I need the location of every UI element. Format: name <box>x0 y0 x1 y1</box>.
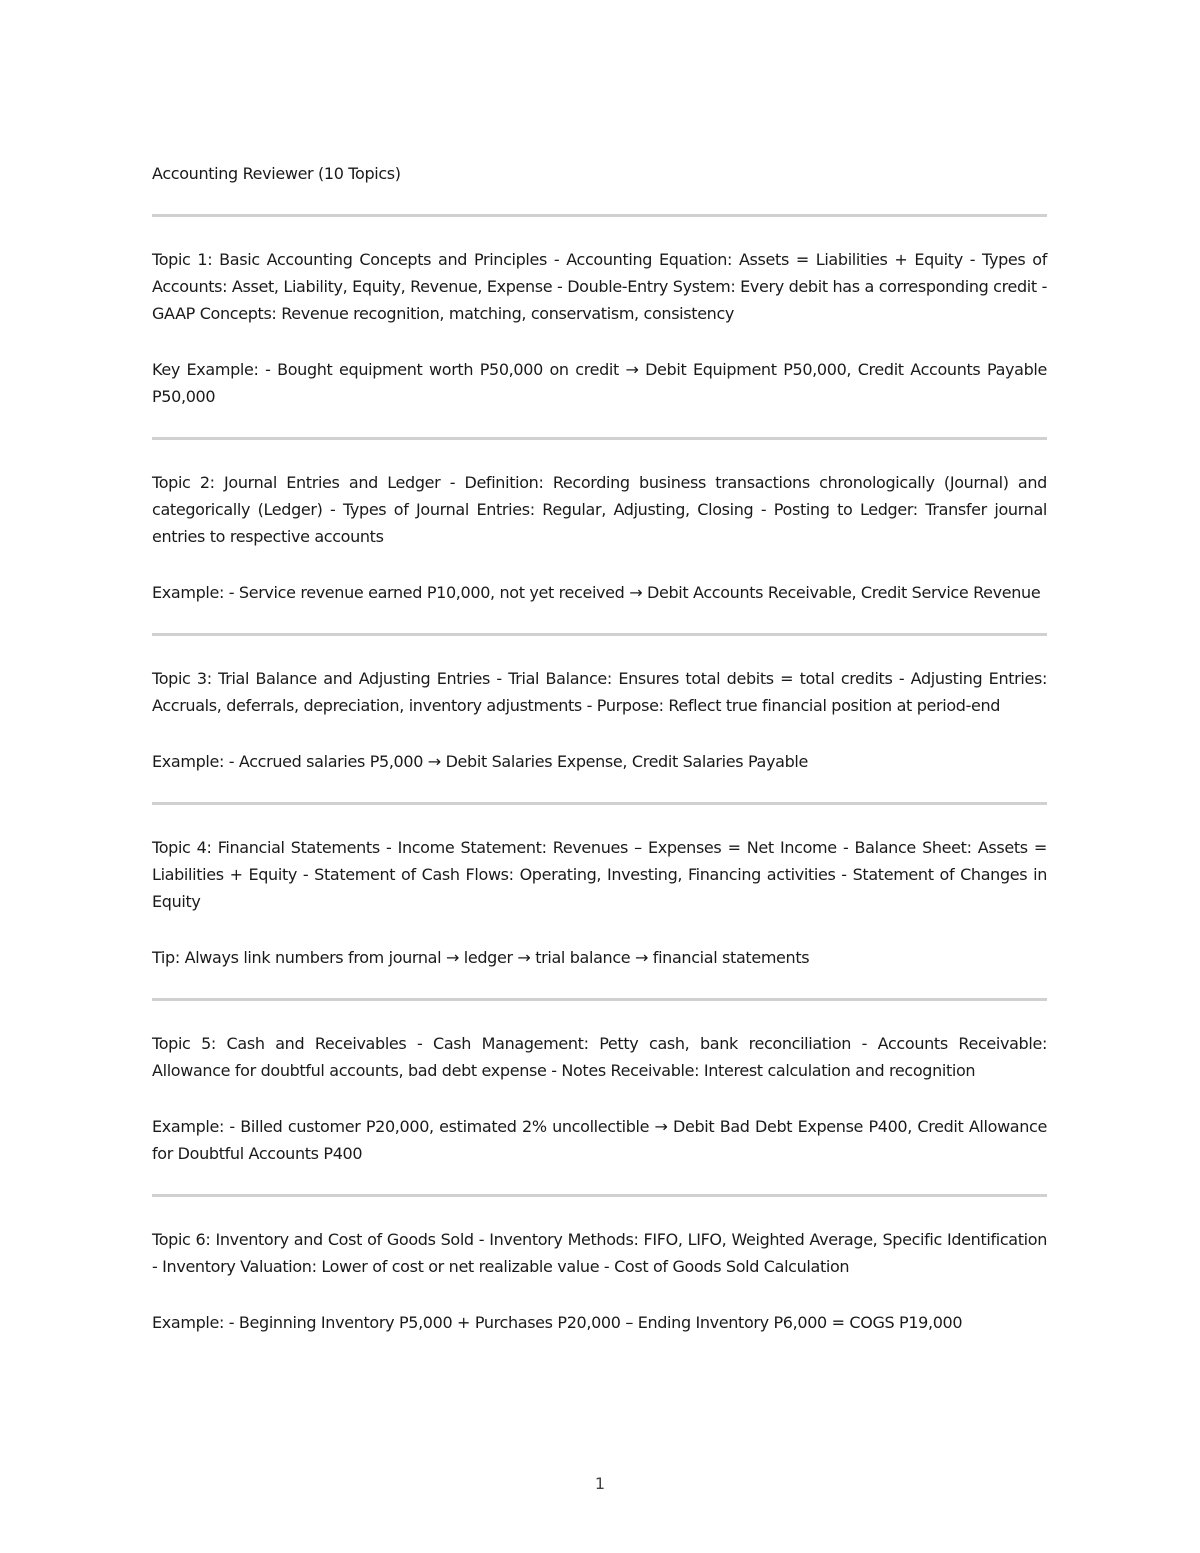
topic-6-section <box>152 1226 1047 1336</box>
topic-3-section <box>152 665 1047 775</box>
section-divider <box>152 1194 1047 1197</box>
topic-1-example: Key Example: - Bought equipment worth P50,000 on credit → Debit Equipment P50,000, Credit Accounts Payable P50,000 <box>152 360 1047 406</box>
topic-5-summary: Topic 5: Cash and Receivables - Cash Management: Petty cash, bank reconciliation - Accounts Receivable: Allowance for doubtful accounts, bad debt expense - Notes Receivable: Interest calculation and recognition <box>152 1034 1047 1080</box>
section-divider <box>152 633 1047 636</box>
page-number: 1 <box>594 1474 606 1493</box>
topic-2-example: Example: - Service revenue earned P10,000, not yet received → Debit Accounts Receivable, Credit Service Revenue <box>152 583 1041 602</box>
document-content <box>152 160 1047 1336</box>
topic-4-section <box>152 834 1047 971</box>
topic-3-example: Example: - Accrued salaries P5,000 → Debit Salaries Expense, Credit Salaries Payable <box>152 752 808 771</box>
document-title: Accounting Reviewer (10 Topics) <box>152 164 401 183</box>
topic-5-example: Example: - Billed customer P20,000, estimated 2% uncollectible → Debit Bad Debt Expense P400, Credit Allowance for Doubtful Accounts P400 <box>152 1117 1047 1163</box>
section-divider <box>152 802 1047 805</box>
topic-1-summary: Topic 1: Basic Accounting Concepts and Principles - Accounting Equation: Assets = Liabilities + Equity - Types of Accounts: Asset, Liability, Equity, Revenue, Expense - Double-Entry System: Every debit has a corresponding credit - GAAP Concepts: Revenue recognition, matching, conservatism, consistency <box>152 250 1047 323</box>
topic-2-summary: Topic 2: Journal Entries and Ledger - Definition: Recording business transactions chronologically (Journal) and categorically (Ledger) - Types of Journal Entries: Regular, Adjusting, Closing - Posting to Ledger: Transfer journal entries to respective accounts <box>152 473 1047 546</box>
topic-2-section <box>152 469 1047 606</box>
topic-3-summary: Topic 3: Trial Balance and Adjusting Entries - Trial Balance: Ensures total debits = total credits - Adjusting Entries: Accruals, deferrals, depreciation, inventory adjustments - Purpose: Reflect true financial position at period-end <box>152 669 1047 715</box>
section-divider <box>152 998 1047 1001</box>
topic-1-section <box>152 246 1047 410</box>
topic-6-example: Example: - Beginning Inventory P5,000 + Purchases P20,000 – Ending Inventory P6,000 = COGS P19,000 <box>152 1313 963 1332</box>
topic-5-section <box>152 1030 1047 1167</box>
topic-4-summary: Topic 4: Financial Statements - Income Statement: Revenues – Expenses = Net Income - Balance Sheet: Assets = Liabilities + Equity - Statement of Cash Flows: Operating, Investing, Financing activities - Statement of Changes in Equity <box>152 838 1047 911</box>
topic-4-tip: Tip: Always link numbers from journal → ledger → trial balance → financial statements <box>152 948 810 967</box>
topic-6-summary: Topic 6: Inventory and Cost of Goods Sold - Inventory Methods: FIFO, LIFO, Weighted Average, Specific Identification - Inventory Valuation: Lower of cost or net realizable value - Cost of Goods Sold Calculation <box>152 1230 1047 1276</box>
section-divider <box>152 214 1047 217</box>
section-divider <box>152 437 1047 440</box>
